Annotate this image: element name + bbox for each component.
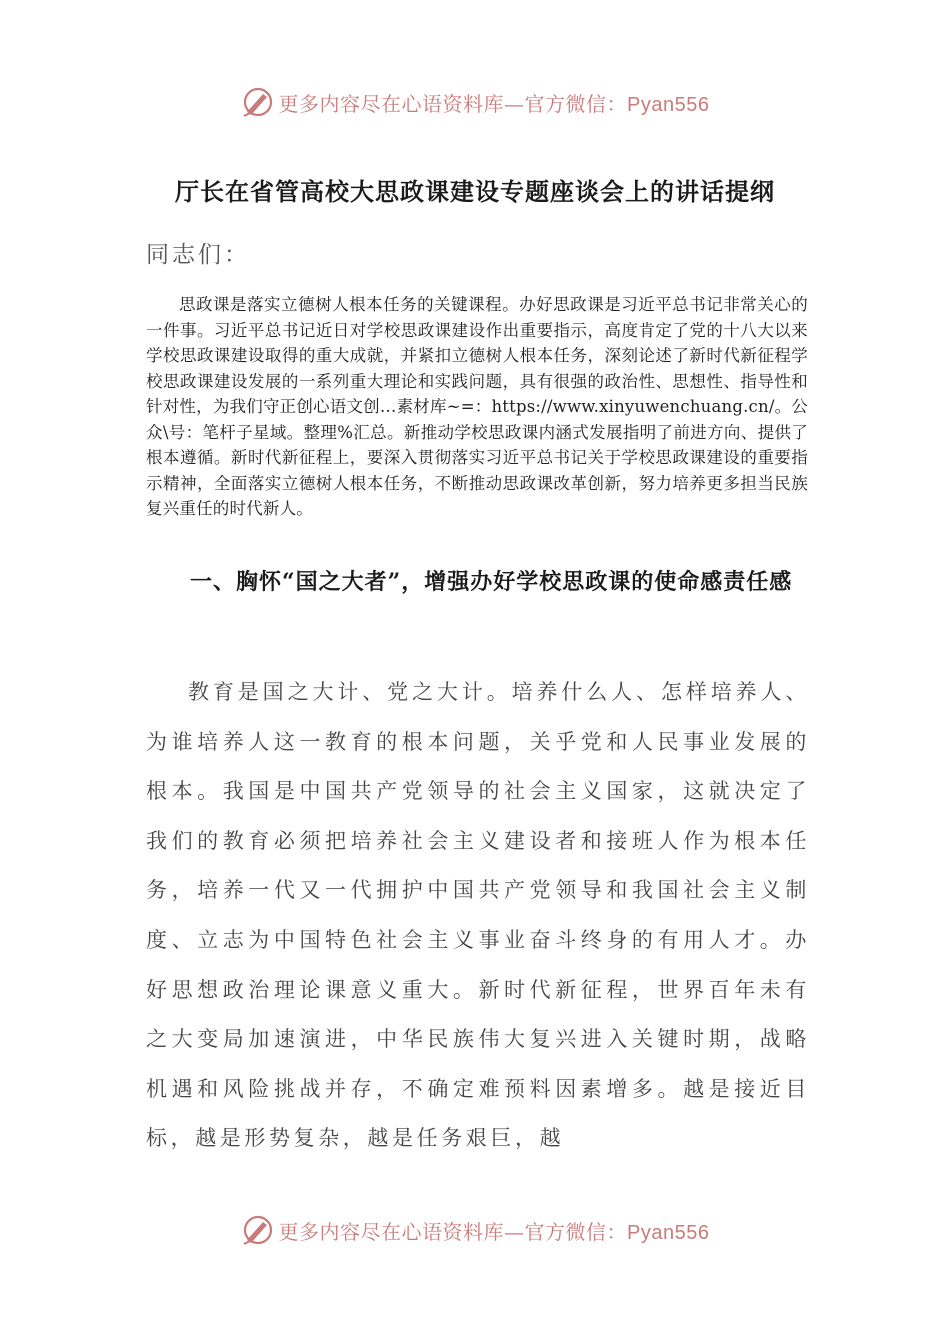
document-title: 厅长在省管高校大思政课建设专题座谈会上的讲话提纲: [175, 177, 775, 206]
watermark-text: 更多内容尽在心语资料库—官方微信：Pyan556: [278, 91, 710, 116]
section-1-paragraph: 教育是国之大计、党之大计。培养什么人、怎样培养人、为谁培养人这一教育的根本问题，关乎党和人民事业发展的根本。我国是中国共产党领导的社会主义国家，这就决定了我们的教育必须把培养社会主义建设者和接班人作为根本任务，培养一代又一代拥护中国共产党领导和我国社会主义制度、立志为中国特色社会主义事业奋斗终身的有用人才。办好思想政治理论课意义重大。新时代新征程，世界百年未有之大变局加速演进，中华民族伟大复兴进入关键时期，战略机遇和风险挑战并存，不确定难预料因素增多。越是接近目标，越是形势复杂，越是任务艰巨，越: [146, 680, 810, 1151]
watermark-banner-top: [0, 80, 950, 124]
greeting: 同志们：: [146, 242, 250, 268]
watermark-text: 更多内容尽在心语资料库—官方微信：Pyan556: [278, 1219, 710, 1244]
pen-logo-icon: [241, 1213, 275, 1247]
pen-logo-icon: [241, 85, 275, 119]
section-heading-1: 一、胸怀“国之大者”，增强办好学校思政课的使命感责任感: [190, 569, 793, 595]
watermark-banner-bottom: [0, 1208, 950, 1252]
intro-paragraph: 思政课是落实立德树人根本任务的关键课程。办好思政课是习近平总书记非常关心的一件事。习近平总书记近日对学校思政课建设作出重要指示，高度肯定了党的十八大以来学校思政课建设取得的重大成就，并紧扣立德树人根本任务，深刻论述了新时代新征程学校思政课建设发展的一系列重大理论和实践问题，具有很强的政治性、思想性、指导性和针对性，为我们守正创心语文创…素材库~=：https://www.xinyuwenchuang.cn/。公众\号：笔杆子星域。整理%汇总。新推动学校思政课内涵式发展指明了前进方向、提供了根本遵循。新时代新征程上，要深入贯彻落实习近平总书记关于学校思政课建设的重要指示精神，全面落实立德树人根本任务，不断推动思政课改革创新，努力培养更多担当民族复兴重任的时代新人。: [146, 295, 808, 518]
